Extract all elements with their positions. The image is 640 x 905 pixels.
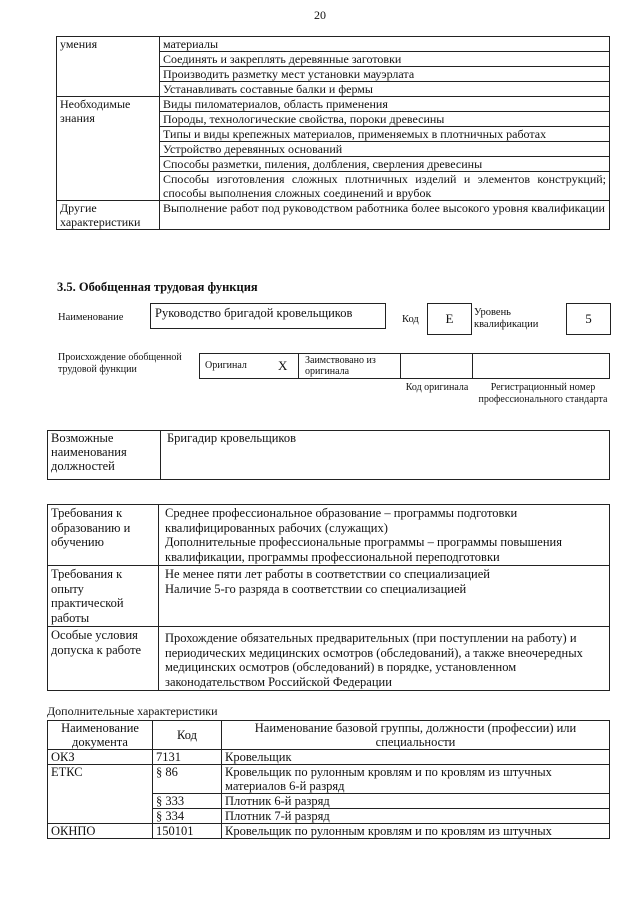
table-cell: § 86 [153,765,222,794]
table-row [48,765,610,794]
table-row [48,627,610,691]
table-row [57,97,610,112]
table-cell: ЕТКС [48,765,153,824]
table-cell: ОКНПО [48,824,153,839]
table-cell: Производить разметку мест установки мауэрлата [160,67,610,82]
table-cell: Способы изготовления сложных плотничных изделий и элементов конструкций; способы выполнения сложных соединений и врубок [160,172,610,201]
req-line: Наличие 5-го разряда в соответствии со специализацией [165,581,467,596]
code-original-cell [401,353,473,379]
additional-table [47,720,610,839]
table-cell: 7131 [153,750,222,765]
name-value-box: Руководство бригадой кровельщиков [150,303,386,329]
original-mark: X [278,358,288,373]
table-row [57,201,610,230]
section-title: 3.5. Обобщенная трудовая функция [57,280,258,294]
positions-value: Бригадир кровельщиков [161,431,610,480]
header-cell: Наименование базовой группы, должности (профессии) или специальности [222,721,610,750]
name-label: Наименование [58,312,124,323]
row-label: умения [57,37,160,97]
table-cell: Способы разметки, пиления, долбления, сверления древесины [160,157,610,172]
row-label: Особые условия допуска к работе [48,627,159,691]
table-row [48,505,610,566]
code-original-caption: Код оригинала [405,382,469,393]
table-cell: Плотник 6-й разряд [222,794,610,809]
table-row [48,431,610,480]
table-cell: ОКЗ [48,750,153,765]
original-cell [199,353,299,379]
table-cell: Устройство деревянных оснований [160,142,610,157]
code-label: Код [402,314,419,325]
row-label: Требования к образованию и обучению [48,505,159,566]
table-cell: 150101 [153,824,222,839]
req-line: Прохождение обязательных предварительных (при поступлении на работу) и периодических медицинских осмотров (обследований), а также внеочередных медицинских осмотров (обследований) в порядке, установленном законодательством Российской Федерации [165,631,583,689]
table-cell [159,505,610,566]
table-cell: Типы и виды крепежных материалов, применяемых в плотничных работах [160,127,610,142]
table-header-row [48,721,610,750]
borrowed-label: Заимствовано из оригинала [305,355,376,377]
table-cell: Кровельщик по рулонным кровлям и по кровлям из штучных [222,824,610,839]
table-row [48,566,610,627]
level-label: Уровень квалификации [474,307,539,330]
original-label: Оригинал [205,360,247,371]
positions-label: Возможные наименования должностей [48,431,161,480]
table-cell: Устанавливать составные балки и фермы [160,82,610,97]
table-cell: § 333 [153,794,222,809]
header-cell: Наименование документа [48,721,153,750]
additional-title: Дополнительные характеристики [47,704,218,718]
requirements-table [47,504,610,691]
table-row [48,824,610,839]
table-cell [159,627,610,691]
table-cell: Плотник 7-й разряд [222,809,610,824]
req-line: Дополнительные профессиональные программы – программы повышения квалификации, программы профессиональной переподготовки [165,535,562,564]
code-value-box: E [427,303,472,335]
table-row [57,37,610,52]
table-cell [159,566,610,627]
positions-table [47,430,610,480]
reg-number-caption: Регистрационный номер профессионального стандарта [478,382,608,405]
table-cell: Виды пиломатериалов, область применения [160,97,610,112]
reg-number-cell [473,353,610,379]
table-cell: Кровельщик [222,750,610,765]
row-label: Требования к опыту практической работы [48,566,159,627]
table-row [48,750,610,765]
req-line: Не менее пяти лет работы в соответствии со специализацией [165,567,490,581]
row-label: Другие характеристики [57,201,160,230]
origin-label: Происхождение обобщенной трудовой функции [58,352,182,375]
header-cell: Код [153,721,222,750]
table-cell: Выполнение работ под руководством работника более высокого уровня квалификации [160,201,610,230]
req-line: Среднее профессиональное образование – программы подготовки квалифицированных рабочих (служащих) [165,506,518,535]
table-cell: Соединять и закреплять деревянные заготовки [160,52,610,67]
table-cell: Породы, технологические свойства, пороки древесины [160,112,610,127]
table-cell: § 334 [153,809,222,824]
skills-knowledge-table [56,36,610,230]
table-cell: материалы [160,37,610,52]
row-label: Необходимые знания [57,97,160,201]
level-value-box: 5 [566,303,611,335]
table-cell: Кровельщик по рулонным кровлям и по кровлям из штучных материалов 6-й разряд [222,765,610,794]
page-number: 20 [314,8,326,22]
borrowed-cell [299,353,401,379]
